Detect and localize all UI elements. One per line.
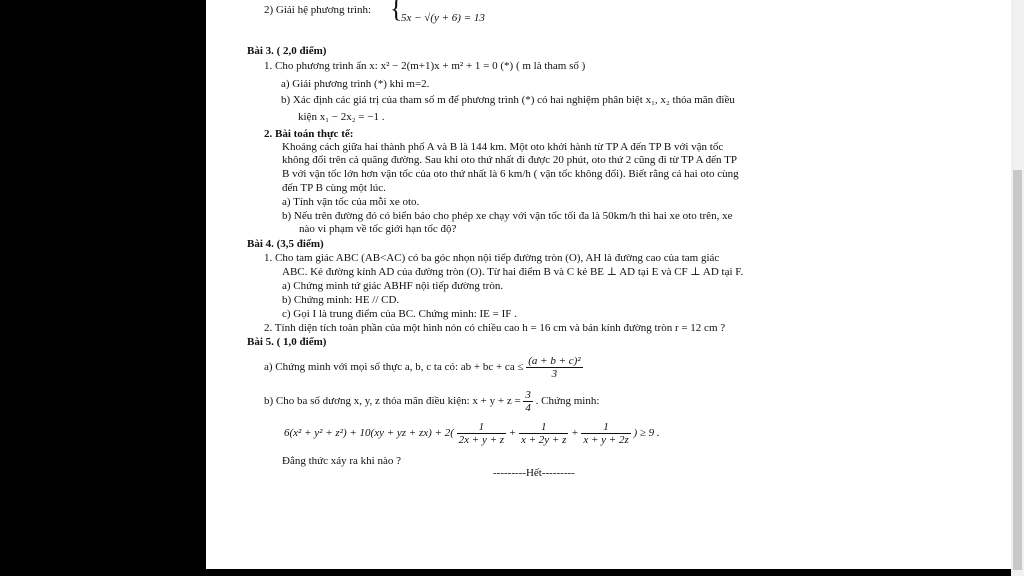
bai3-q1b: b) Xác định các giá trị của tham số m để phương trình (*) có hai nghiệm phân biệt x₁, x₂ thỏa mãn điều — [281, 94, 735, 106]
inequality-right: ) ≥ 9 . — [633, 427, 660, 440]
system-brace: { — [390, 0, 403, 23]
bai5-a-text: a) Chứng minh với mọi số thực a, b, c ta có: ab + bc + ca ≤ — [264, 361, 524, 374]
bai3-q2a: a) Tính vận tốc của mỗi xe oto. — [282, 196, 420, 208]
bai4-q1: 1. Cho tam giác ABC (AB<AC) có ba góc nhọn nội tiếp đường tròn (O), AH là đường cao của tam giác — [264, 252, 720, 264]
bai5-b-tail: . Chứng minh: — [535, 395, 600, 408]
fraction-numerator: 1 — [457, 421, 506, 434]
bai5-a — [264, 355, 583, 380]
system-eq-2: 5x − √(y + 6) = 13 — [401, 12, 485, 24]
bai3-q2-para: Khoảng cách giữa hai thành phố A và B là 144 km. Một oto khởi hành từ TP A đến TP B với vận tốc — [282, 141, 724, 153]
bai3-q2b: b) Nếu trên đường đó có biển báo cho phép xe chạy với vận tốc tối đa là 50km/h thì hai xe oto trên, xe — [282, 210, 733, 222]
zoom-out-button[interactable]: − — [962, 536, 972, 553]
fraction-denominator: x + y + 2z — [583, 434, 629, 446]
fraction-numerator: 3 — [525, 389, 531, 401]
bai4-q1-cont: ABC. Kẻ đường kính AD của đường tròn (O). Từ hai điểm B và C kẻ BE ⊥ AD tại E và CF ⊥ AD tại F. — [282, 266, 744, 278]
bai5-b-text: b) Cho ba số dương x, y, z thỏa mãn điều kiện: x + y + z = — [264, 395, 521, 408]
vertical-scrollbar[interactable] — [1011, 0, 1024, 576]
bai3-q2-para: B với vận tốc lớn hơn vận tốc của oto thứ nhất là 6 km/h ( vận tốc không đổi). Biết rằng cả hai oto cùng — [282, 168, 739, 180]
end-marker: ---------Hết--------- — [493, 467, 575, 479]
bai4-q2: 2. Tính diện tích toàn phần của một hình nón có chiều cao h = 16 cm và bán kính đường tròn r = 12 cm ? — [264, 322, 726, 334]
document-page — [206, 0, 1011, 569]
fraction-denominator: 4 — [525, 402, 531, 414]
bai3-q2b-cont: nào vi phạm về tốc giới hạn tốc độ? — [299, 223, 457, 235]
fraction-numerator: (a + b + c)² — [528, 355, 581, 367]
system-label: 2) Giải hệ phương trình: — [264, 4, 372, 16]
bai5-title: Bài 5. ( 1,0 điểm) — [247, 336, 327, 348]
fraction-denominator: 3 — [551, 368, 558, 380]
zoom-in-button[interactable]: + — [988, 536, 998, 553]
bai4-title: Bài 4. (3,5 điểm) — [247, 238, 324, 250]
bai3-q2-para: đến TP B cùng một lúc. — [282, 182, 386, 194]
inequality-fraction-3 — [581, 421, 630, 446]
fraction-denominator: 2x + y + z — [458, 434, 505, 446]
bai3-q2-para: không đổi trên cả quãng đường. Sau khi oto thứ nhất đi được 20 phút, oto thứ 2 cũng đi từ TP A đến TP — [282, 154, 737, 166]
bai3-q2-title: 2. Bài toán thực tế: — [264, 128, 354, 140]
bai3-q1a: a) Giải phương trình (*) khi m=2. — [281, 78, 430, 90]
bai4-q1b: b) Chứng minh: HE // CD. — [282, 294, 400, 306]
inequality-fraction-1 — [457, 421, 506, 446]
problem-2-system — [264, 4, 371, 17]
scrollbar-thumb[interactable] — [1013, 170, 1022, 570]
bai5-inequality: 6(x² + y² + z²) + 10(xy + yz + zx) + 2( $\frac{1}{2x + y + z}$ + $\frac{1}{x + 2y + z}$ + $\frac{1}{x + y + 2z}$ ) ≥ 9 . — [284, 421, 660, 446]
fraction-numerator: 1 — [519, 421, 568, 434]
bai5-b — [264, 389, 599, 414]
bai5-b-fraction — [523, 389, 533, 414]
bai4-q1a: a) Chứng minh tứ giác ABHF nội tiếp đường tròn. — [282, 280, 504, 292]
fraction-denominator: x + 2y + z — [520, 434, 567, 446]
bai5-a-fraction — [526, 355, 582, 380]
bai5-equality-question: Đẳng thức xảy ra khi nào ? — [282, 455, 401, 467]
bai3-q1: 1. Cho phương trình ẩn x: x² − 2(m+1)x + m² + 1 = 0 (*) ( m là tham số ) — [264, 60, 586, 72]
fraction-numerator: 1 — [581, 421, 630, 434]
inequality-fraction-2 — [519, 421, 568, 446]
bai4-q1c: c) Gọi I là trung điểm của BC. Chứng minh: IE = IF . — [282, 308, 517, 320]
bai3-q1b-cont: kiện x₁ − 2x₂ = −1 . — [298, 111, 385, 123]
bai3-title: Bài 3. ( 2,0 điểm) — [247, 45, 327, 57]
inequality-left: 6(x² + y² + z²) + 10(xy + yz + zx) + 2( — [284, 427, 454, 440]
